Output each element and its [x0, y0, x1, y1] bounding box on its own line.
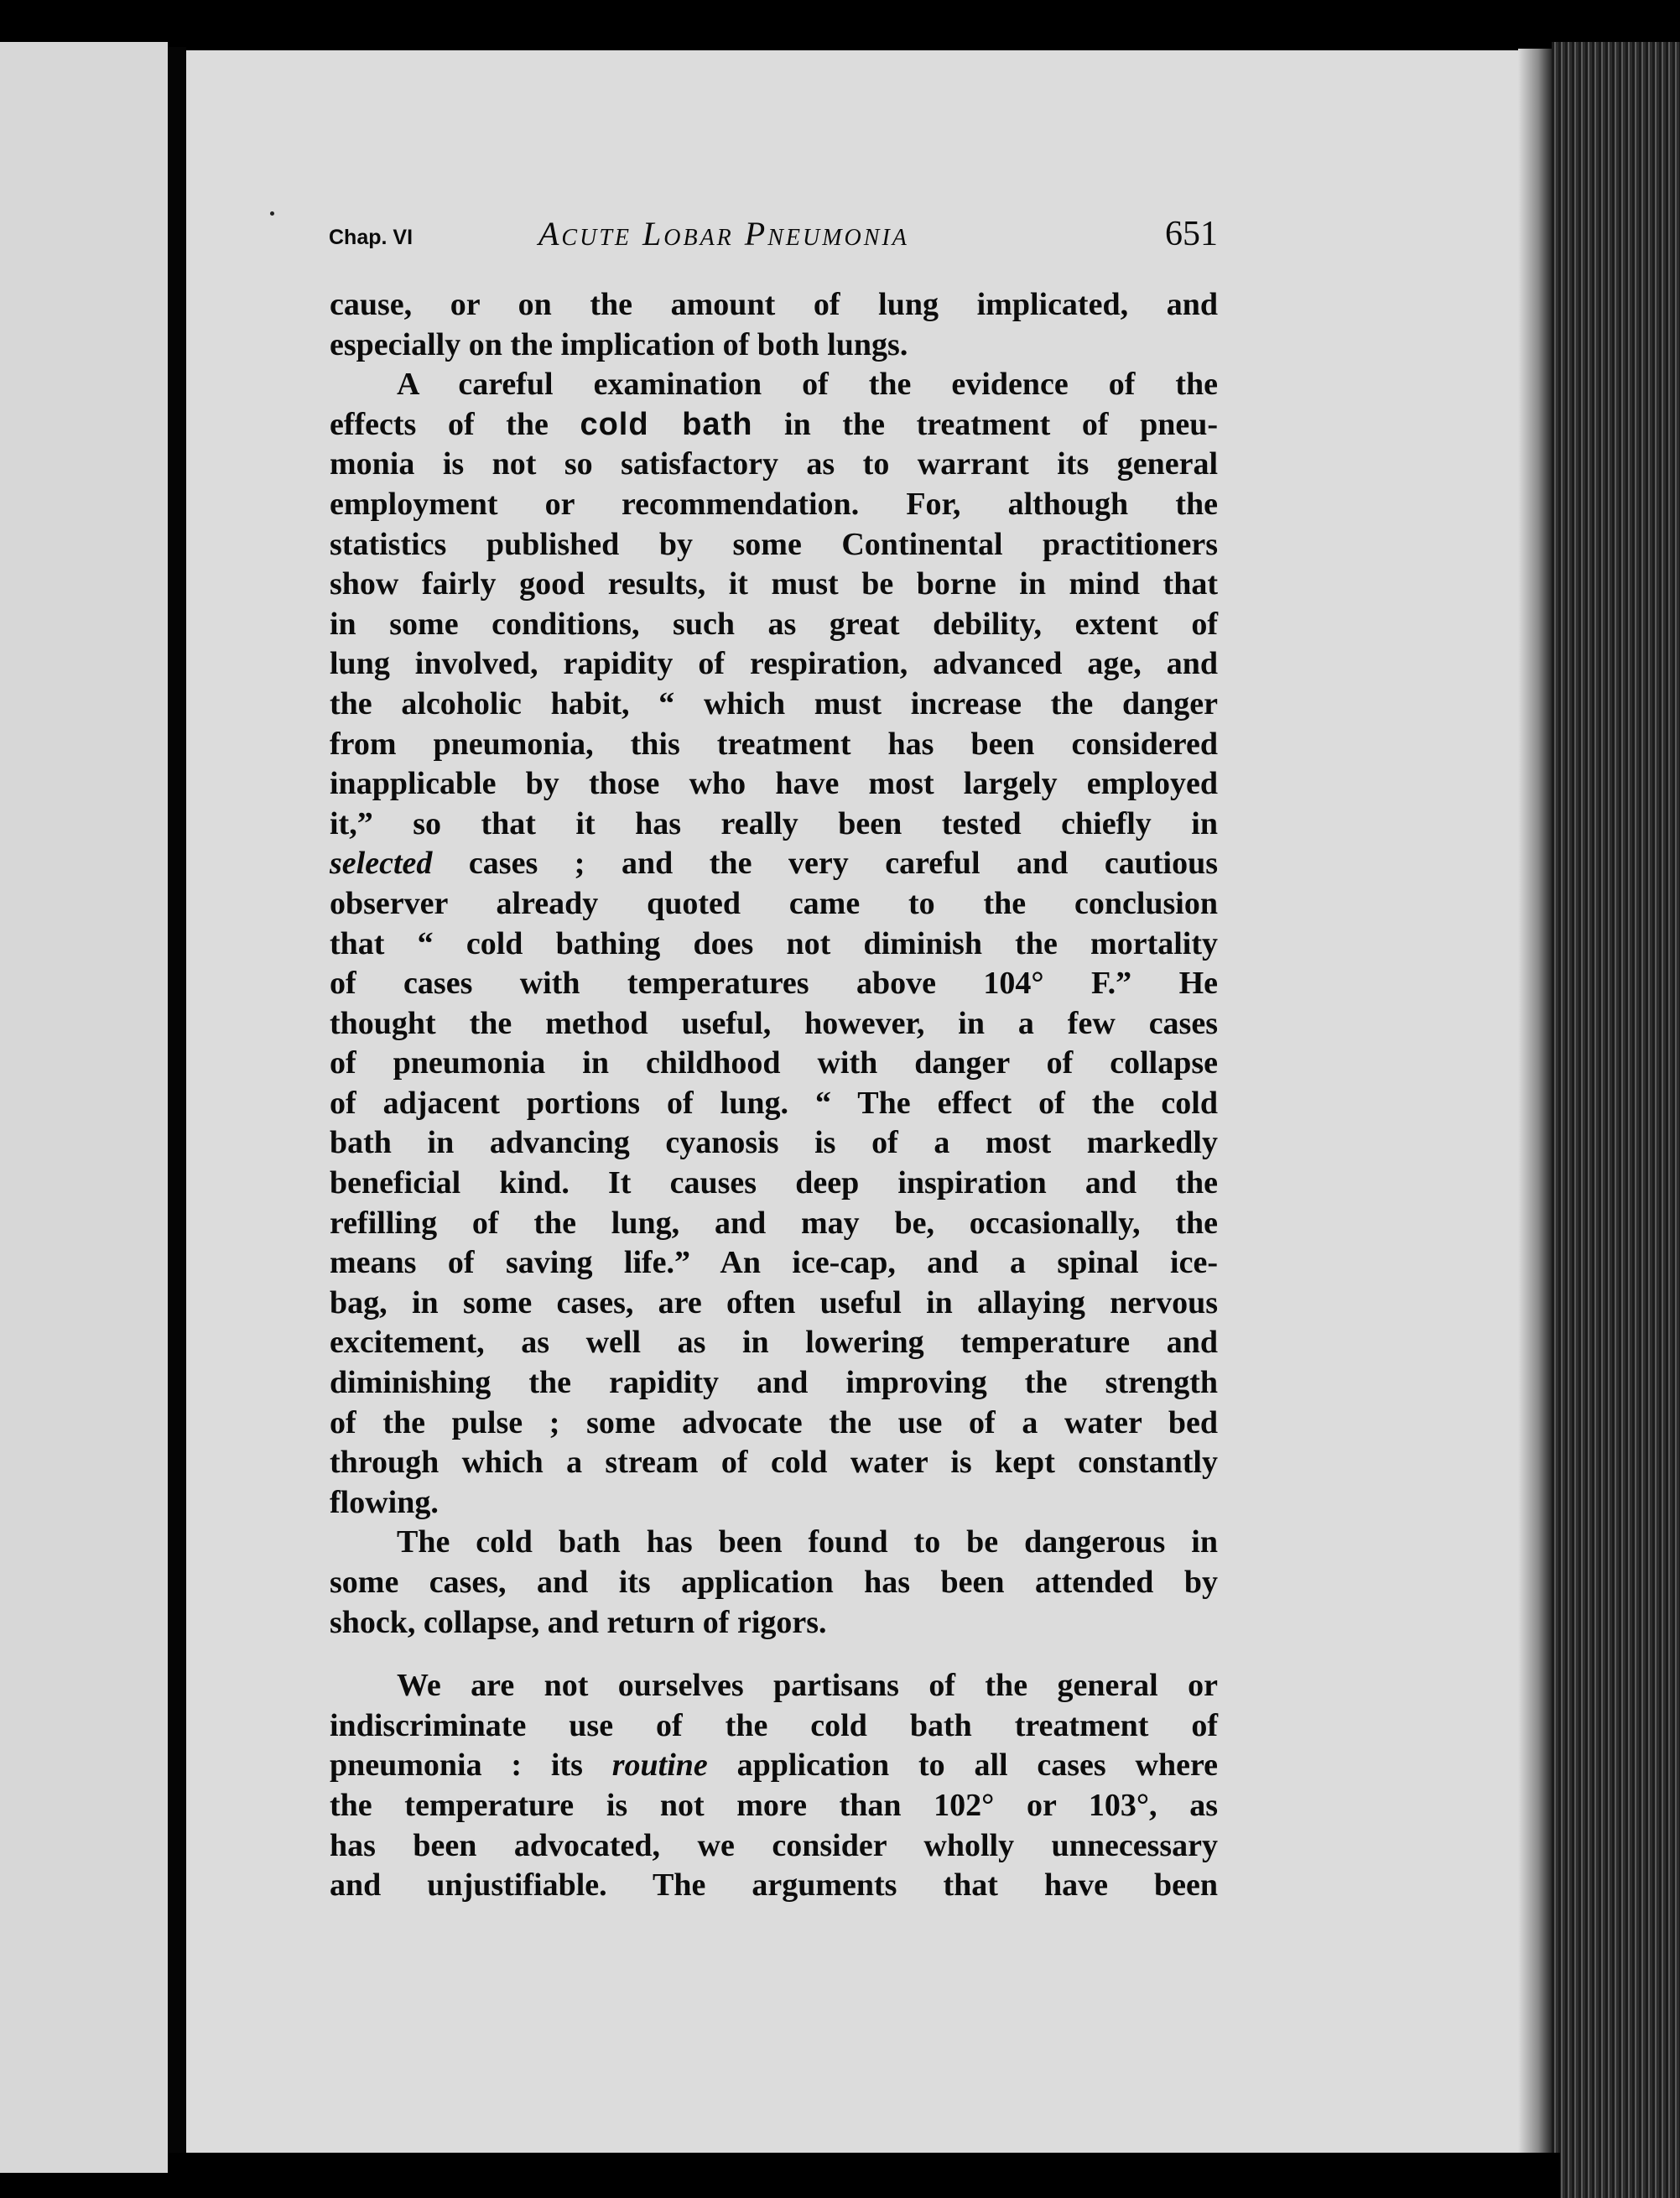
text-line: flowing. — [330, 1484, 439, 1520]
text-line: some cases, and its application has been attended by — [330, 1565, 1218, 1600]
scan-border-bottom — [168, 2153, 1560, 2198]
text-line: in some conditions, such as great debility, extent of — [330, 606, 1218, 642]
text-line: show fairly good results, it must be borne in mind that — [330, 566, 1218, 602]
text-line: of cases with temperatures above 104° F.” He — [330, 966, 1218, 1002]
text-line: the alcoholic habit, “ which must increase the danger — [330, 685, 1218, 721]
ink-fleck — [270, 211, 274, 216]
emphasis-cold-bath: cold bath — [580, 406, 753, 442]
text-run: application to all cases where — [736, 1747, 1218, 1784]
text-line: shock, collapse, and return of rigors. — [330, 1604, 827, 1640]
text-line: The cold bath has been found to be dangerous in — [397, 1524, 1218, 1560]
text-line: bath in advancing cyanosis is of a most markedly — [330, 1125, 1218, 1161]
text-run: pneumonia : its — [330, 1747, 583, 1784]
chapter-label: Chap. VI — [329, 226, 413, 249]
running-title: Acute Lobar Pneumonia — [538, 215, 909, 253]
text-line: employment or recommendation. For, although the — [330, 486, 1218, 522]
text-line: diminishing the rapidity and improving the strength — [330, 1365, 1218, 1401]
text-line: We are not ourselves partisans of the general or — [397, 1668, 1218, 1704]
text-line: A careful examination of the evidence of the — [397, 367, 1218, 403]
text-run: cases ; and the very careful and cautious — [468, 846, 1218, 882]
body-text — [330, 285, 1218, 1906]
text-line: inapplicable by those who have most largely employed — [330, 766, 1218, 802]
text-line: thought the method useful, however, in a few cases — [330, 1005, 1218, 1041]
text-line: that “ cold bathing does not diminish the mortality — [330, 925, 1218, 961]
facing-page-margin — [0, 42, 168, 2173]
paragraph-gap — [330, 1643, 1218, 1666]
text-run: effects of the — [330, 406, 549, 442]
page-edges — [1552, 42, 1680, 2198]
italic-word: selected — [330, 846, 433, 882]
text-line: excitement, as well as in lowering temperature and — [330, 1325, 1218, 1361]
text-line: refilling of the lung, and may be, occasionally, the — [330, 1205, 1218, 1241]
text-line — [330, 844, 1218, 884]
text-line: especially on the implication of both lungs. — [330, 326, 908, 362]
text-run: in the treatment of pneu- — [784, 406, 1218, 442]
italic-word: routine — [611, 1747, 708, 1784]
text-line: observer already quoted came to the conclusion — [330, 885, 1218, 921]
text-line: the temperature is not more than 102° or 103°, as — [330, 1787, 1218, 1823]
text-line: has been advocated, we consider wholly unnecessary — [330, 1827, 1218, 1863]
text-line — [330, 405, 1218, 445]
text-line: bag, in some cases, are often useful in allaying nervous — [330, 1284, 1218, 1320]
page-edge-shadow — [1518, 49, 1552, 2153]
text-line: cause, or on the amount of lung implicated, and — [330, 287, 1218, 322]
text-line: indiscriminate use of the cold bath treatment of — [330, 1707, 1218, 1743]
book-gutter — [168, 47, 186, 2157]
text-line: through which a stream of cold water is kept constantly — [330, 1445, 1218, 1481]
text-line: lung involved, rapidity of respiration, advanced age, and — [330, 646, 1218, 682]
text-line: from pneumonia, this treatment has been considered — [330, 726, 1218, 762]
text-line: beneficial kind. It causes deep inspiration and the — [330, 1165, 1218, 1201]
text-line: of adjacent portions of lung. “ The effect of the cold — [330, 1085, 1218, 1121]
text-line: monia is not so satisfactory as to warrant its general — [330, 446, 1218, 482]
page-number: 651 — [1165, 215, 1218, 253]
running-head — [329, 214, 1218, 264]
text-line: statistics published by some Continental practitioners — [330, 526, 1218, 562]
text-line: of the pulse ; some advocate the use of a water bed — [330, 1404, 1218, 1440]
text-line: and unjustifiable. The arguments that have been — [330, 1867, 1218, 1904]
text-line: of pneumonia in childhood with danger of collapse — [330, 1045, 1218, 1081]
text-line: it,” so that it has really been tested chiefly in — [330, 805, 1218, 841]
text-line — [330, 1746, 1218, 1786]
text-line: means of saving life.” An ice-cap, and a spinal ice- — [330, 1245, 1218, 1281]
